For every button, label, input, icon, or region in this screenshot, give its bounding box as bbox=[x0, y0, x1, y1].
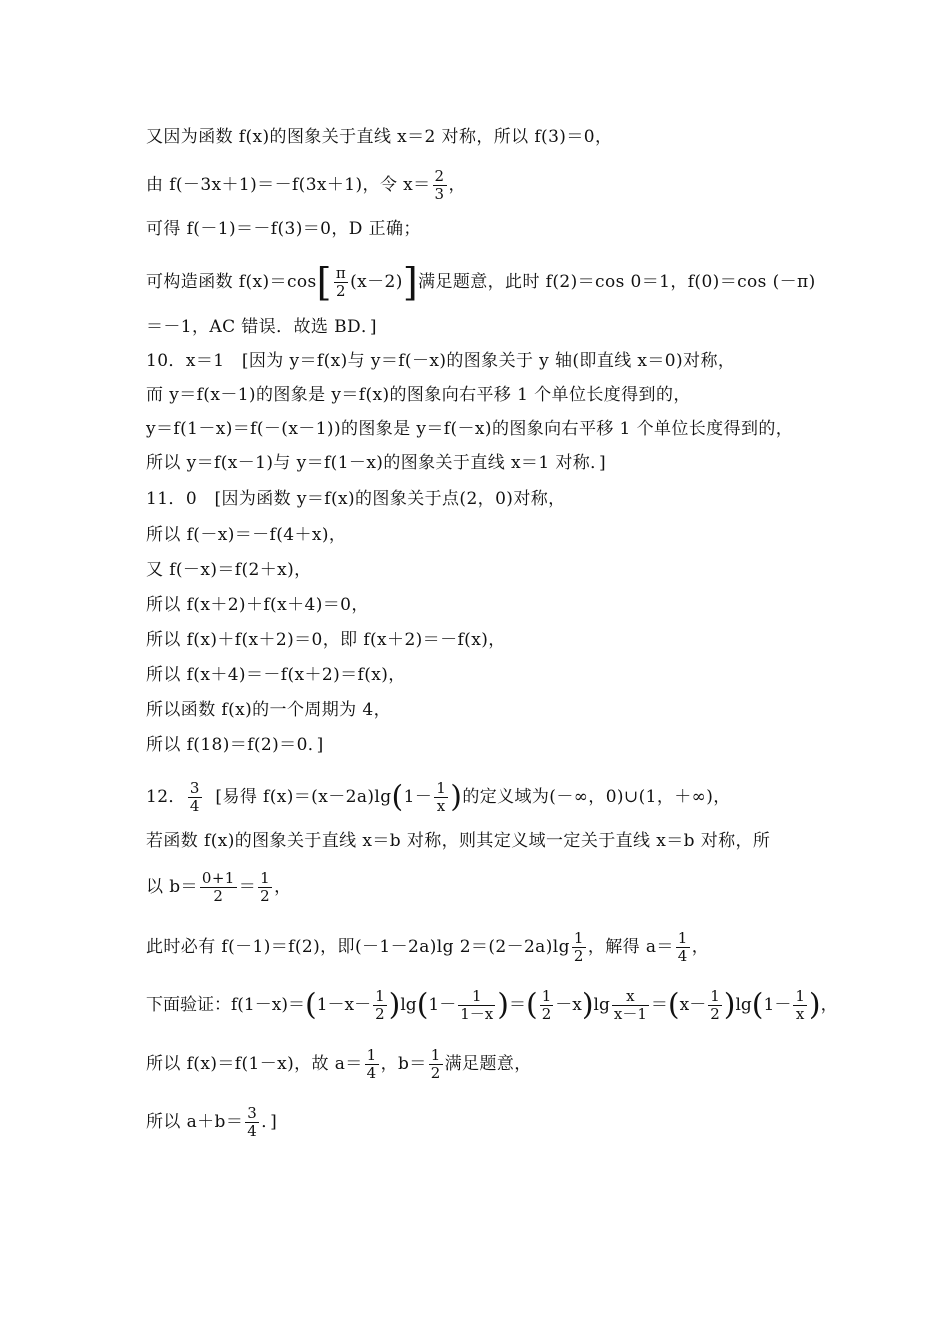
fraction bbox=[458, 988, 495, 1023]
text: ＝ bbox=[238, 877, 257, 897]
solution-line: 而 y＝f(x－1)的图象是 y＝f(x)的图象向右平移 1 个单位长度得到的， bbox=[146, 385, 691, 405]
paren: ) bbox=[808, 987, 821, 1023]
text: x－ bbox=[679, 995, 707, 1015]
solution-line: y＝f(1－x)＝f(－(x－1))的图象是 y＝f(－x)的图象向右平移 1 个单位长度得到的， bbox=[146, 419, 794, 439]
fraction bbox=[245, 1105, 259, 1140]
fraction bbox=[612, 988, 649, 1023]
text: 12． bbox=[146, 787, 186, 807]
numerator: 1 bbox=[541, 987, 552, 1005]
text: －x bbox=[555, 995, 582, 1015]
solution-line: 若函数 f(x)的图象关于直线 x＝b 对称，则其定义域一定关于直线 x＝b 对称，所 bbox=[146, 831, 771, 851]
paren: ( bbox=[667, 987, 680, 1023]
fraction bbox=[429, 1047, 443, 1082]
fraction bbox=[708, 988, 722, 1023]
denominator: 4 bbox=[189, 797, 200, 815]
fraction bbox=[433, 168, 447, 203]
paren: ) bbox=[450, 779, 463, 815]
text: 的定义域为(－∞，0)∪(1，＋∞)， bbox=[462, 787, 731, 807]
numerator: 3 bbox=[189, 779, 200, 797]
bracket: [ bbox=[316, 260, 332, 305]
solution-line: 又 f(－x)＝f(2＋x)， bbox=[146, 560, 312, 580]
solution-line: 所以 y＝f(x－1)与 y＝f(1－x)的图象关于直线 x＝1 对称．] bbox=[146, 453, 607, 473]
solution-line: 所以 f(18)＝f(2)＝0．] bbox=[146, 735, 324, 755]
text: 下面验证：f(1－x)＝ bbox=[146, 995, 305, 1015]
solution-line: ＝－1，AC 错误．故选 BD．] bbox=[146, 317, 377, 337]
denominator: 4 bbox=[247, 1122, 258, 1140]
solution-line: 11．0 [因为函数 y＝f(x)的图象关于点(2，0)对称， bbox=[146, 489, 566, 509]
numerator: 1 bbox=[366, 1046, 377, 1064]
fraction bbox=[676, 930, 690, 965]
text: ．] bbox=[261, 1112, 278, 1132]
text: 以 b＝ bbox=[146, 877, 198, 897]
solution-line: 所以 f(－x)＝－f(4＋x)， bbox=[146, 525, 347, 545]
text: ＝ bbox=[508, 995, 526, 1015]
text: 1－ bbox=[763, 995, 792, 1015]
numerator: 1 bbox=[458, 988, 495, 1006]
solution-line: 所以函数 f(x)的一个周期为 4， bbox=[146, 700, 391, 720]
text: 1－x－ bbox=[316, 995, 372, 1015]
paren: ) bbox=[497, 987, 509, 1023]
denominator: x bbox=[436, 797, 446, 815]
text: lg bbox=[593, 995, 610, 1015]
paren: ( bbox=[416, 987, 429, 1023]
numerator: 1 bbox=[260, 869, 271, 887]
denominator: 2 bbox=[213, 887, 224, 905]
numerator: 1 bbox=[430, 1046, 441, 1064]
denominator: 2 bbox=[573, 947, 584, 965]
fraction bbox=[793, 988, 807, 1023]
text: ， bbox=[448, 175, 466, 195]
paren: ( bbox=[751, 987, 764, 1023]
numerator: 2 bbox=[434, 167, 445, 185]
solution-line: 所以 f(x)＋f(x＋2)＝0，即 f(x＋2)＝－f(x)， bbox=[146, 630, 506, 650]
denominator: 2 bbox=[710, 1005, 720, 1023]
denominator: 4 bbox=[366, 1064, 377, 1082]
fraction bbox=[200, 870, 237, 905]
fraction bbox=[572, 930, 586, 965]
text: ， bbox=[274, 877, 292, 897]
text: lg bbox=[400, 995, 417, 1015]
text: 满足题意，此时 f(2)＝cos 0＝1，f(0)＝cos (－π) bbox=[418, 272, 816, 292]
numerator: 1 bbox=[573, 929, 584, 947]
numerator: 3 bbox=[247, 1104, 258, 1122]
solution-line bbox=[146, 1047, 532, 1082]
numerator: 1 bbox=[795, 987, 805, 1005]
solution-line: 10．x＝1 [因为 y＝f(x)与 y＝f(－x)的图象关于 y 轴(即直线 x＝0)对称， bbox=[146, 351, 736, 371]
numerator: 1 bbox=[436, 779, 447, 797]
paren: ) bbox=[388, 987, 401, 1023]
fraction bbox=[434, 780, 448, 815]
bracket: ] bbox=[402, 260, 419, 305]
text: 1－ bbox=[428, 995, 457, 1015]
numerator: 0+1 bbox=[201, 869, 235, 887]
text: 1－ bbox=[403, 787, 433, 807]
paren: ( bbox=[391, 779, 404, 815]
denominator: x－1 bbox=[613, 1005, 647, 1023]
denominator: 1－x bbox=[460, 1005, 494, 1023]
fraction bbox=[540, 988, 554, 1023]
text: ， bbox=[820, 995, 838, 1015]
text: ＝ bbox=[650, 995, 668, 1015]
numerator: 1 bbox=[710, 987, 720, 1005]
fraction bbox=[188, 780, 202, 815]
fraction bbox=[258, 870, 272, 905]
solution-line bbox=[146, 260, 816, 305]
solution-line bbox=[146, 988, 838, 1023]
solution-line bbox=[146, 780, 731, 815]
paren: ) bbox=[723, 987, 736, 1023]
denominator: 2 bbox=[260, 887, 271, 905]
solution-line: 所以 f(x＋4)＝－f(x＋2)＝f(x)， bbox=[146, 665, 406, 685]
fraction bbox=[365, 1047, 379, 1082]
solution-line: 所以 f(x＋2)＋f(x＋4)＝0， bbox=[146, 595, 369, 615]
denominator: 4 bbox=[677, 947, 688, 965]
text: 满足题意， bbox=[444, 1054, 532, 1074]
text: (x－2) bbox=[350, 272, 403, 292]
denominator: 2 bbox=[336, 282, 346, 300]
solution-line bbox=[146, 930, 709, 965]
paren: ( bbox=[304, 987, 317, 1023]
denominator: 2 bbox=[375, 1005, 385, 1023]
text: 所以 f(x)＝f(1－x)，故 a＝ bbox=[146, 1054, 363, 1074]
text: 此时必有 f(－1)＝f(2)，即(－1－2a)lg 2＝(2－2a)lg bbox=[146, 937, 570, 957]
denominator: 3 bbox=[434, 185, 445, 203]
text: ， bbox=[691, 937, 710, 957]
numerator: x bbox=[612, 988, 649, 1006]
text: [易得 f(x)＝(x－2a)lg bbox=[215, 787, 392, 807]
denominator: 2 bbox=[541, 1005, 552, 1023]
numerator: 1 bbox=[375, 987, 385, 1005]
denominator: 2 bbox=[430, 1064, 441, 1082]
solution-line bbox=[146, 870, 292, 905]
text: 由 f(－3x＋1)＝－f(3x＋1)，令 x＝ bbox=[146, 175, 431, 195]
fraction bbox=[373, 988, 387, 1023]
solution-line: 可得 f(－1)＝－f(3)＝0，D 正确； bbox=[146, 219, 421, 239]
solution-line: 又因为函数 f(x)的图象关于直线 x＝2 对称，所以 f(3)＝0， bbox=[146, 127, 613, 147]
text: ，b＝ bbox=[380, 1054, 427, 1074]
denominator: x bbox=[795, 1005, 805, 1023]
text: 所以 a＋b＝ bbox=[146, 1112, 244, 1132]
text: 可构造函数 f(x)＝cos bbox=[146, 272, 317, 292]
solution-line bbox=[146, 168, 466, 203]
numerator: π bbox=[335, 264, 347, 282]
numerator: 1 bbox=[677, 929, 688, 947]
fraction bbox=[334, 265, 348, 300]
paren: ) bbox=[581, 987, 594, 1023]
solution-line bbox=[146, 1105, 277, 1140]
text: lg bbox=[735, 995, 752, 1015]
paren: ( bbox=[525, 987, 538, 1023]
text: ，解得 a＝ bbox=[587, 937, 674, 957]
